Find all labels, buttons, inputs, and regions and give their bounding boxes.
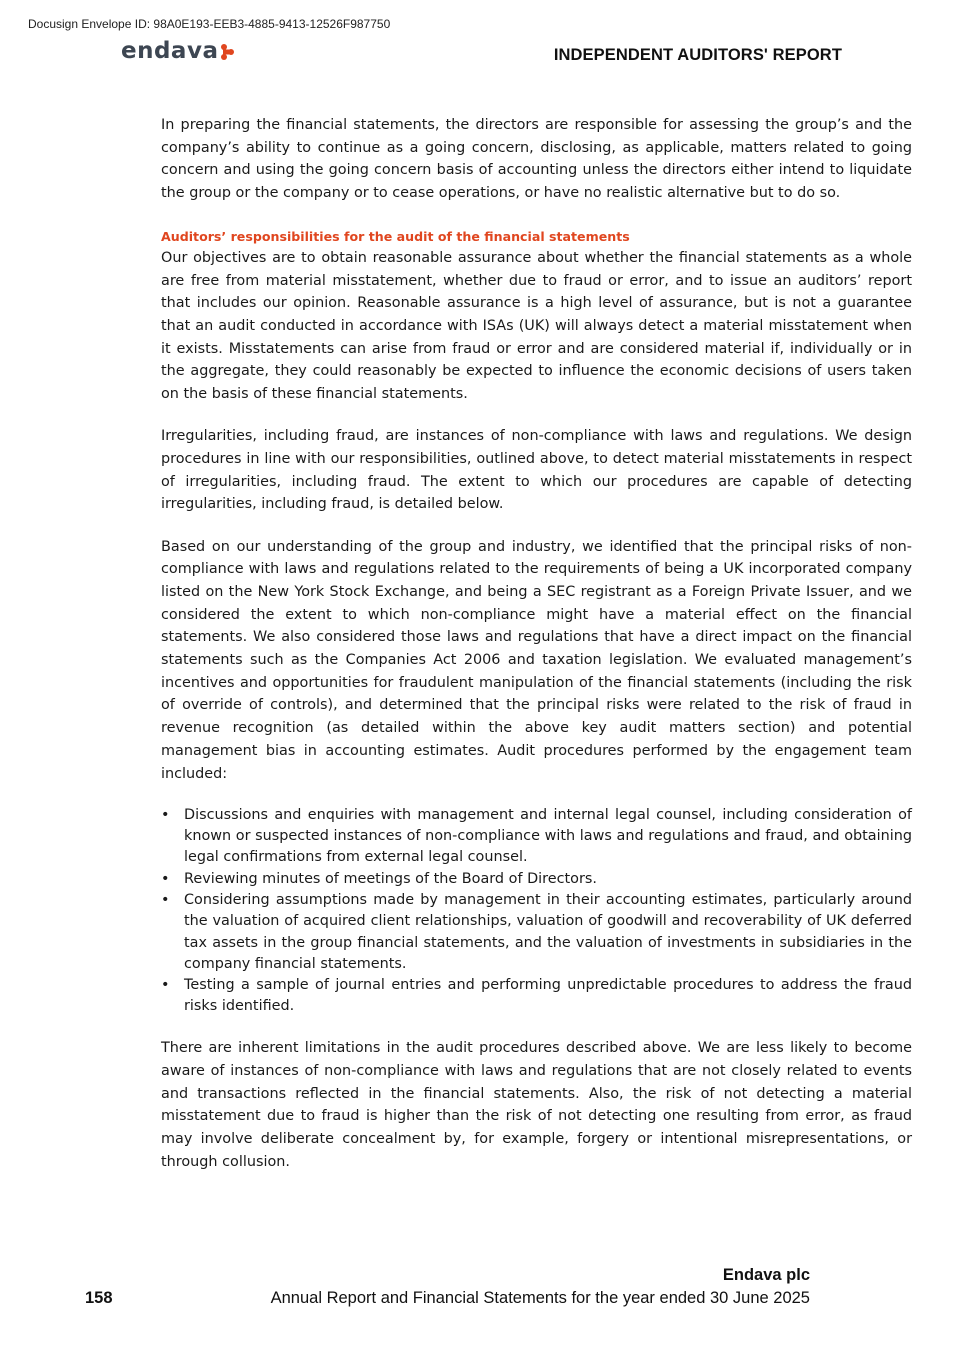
list-item [161, 975, 912, 1018]
list-item-text: Reviewing minutes of meetings of the Board of Directors. [184, 870, 597, 887]
paragraph-objectives: Our objectives are to obtain reasonable assurance about whether the financial statements as a whole are free from material misstatement, whether due to fraud or error, and to issue an auditors’ report that includes our opinion. Reasonable assurance is a high level of assurance, but is not a guarantee that an audit conducted in accordance with ISAs (UK) will always detect a material misstatement when it exists. Misstatements can arise from fraud or error and are considered material if, individually or in the aggregate, they could reasonably be expected to influence the economic decisions of users taken on the basis of these financial statements. [161, 249, 912, 403]
list-item-text: Testing a sample of journal entries and performing unpredictable procedures to address the fraud risks identified. [184, 977, 912, 1015]
page-number: 158 [85, 1289, 113, 1307]
endava-logo [121, 38, 236, 64]
audit-procedures-list [161, 805, 912, 1018]
bullet-icon: • [161, 977, 170, 994]
docusign-envelope-id: Docusign Envelope ID: 98A0E193-EEB3-4885-9413-12526F987750 [28, 17, 391, 31]
list-item [161, 890, 912, 975]
bullet-icon: • [161, 806, 170, 823]
list-item [161, 805, 912, 869]
list-item [161, 869, 912, 890]
list-item-text: Considering assumptions made by management in their accounting estimates, particularly around the valuation of acquired client relationships, valuation of goodwill and recoverability of UK deferred tax assets in the group financial statements, and the valuation of investments in subsidiaries in the company financial statements. [184, 891, 912, 972]
list-item-text: Discussions and enquiries with management and internal legal counsel, including consideration of known or suspected instances of non-compliance with laws and regulations and fraud, and obtaining legal confirmations from external legal counsel. [184, 806, 912, 866]
logo-wordmark: endava [121, 38, 219, 64]
report-body [161, 114, 912, 1173]
bullet-icon: • [161, 870, 170, 887]
section-heading: Auditors’ responsibilities for the audit of the financial statements [161, 228, 630, 244]
bullet-icon: • [161, 891, 170, 908]
closing-paragraph: There are inherent limitations in the audit procedures described above. We are less likely to become aware of instances of non-compliance with laws and regulations that are not closely related to events and transactions reflected in the financial statements. Also, the risk of not detecting a material misstatement due to fraud is higher than the risk of not detecting one resulting from error, as fraud may involve deliberate concealment by, for example, forgery or intentional misrepresentations, or through collusion. [161, 1040, 912, 1170]
footer-report-title: Annual Report and Financial Statements for the year ended 30 June 2025 [270, 1289, 810, 1307]
page-header-title: INDEPENDENT AUDITORS' REPORT [553, 46, 842, 64]
footer-company-name: Endava plc [722, 1266, 810, 1284]
endava-logo-icon [220, 43, 236, 61]
paragraph-risk-understanding: Based on our understanding of the group and industry, we identified that the principal risks of non-compliance with laws and regulations related to the requirements of being a UK incorporated company listed on the New York Stock Exchange, and being a SEC registrant as a Foreign Private Issuer, and we considered the extent to which non-compliance might have a material effect on the financial statements. We also considered those laws and regulations that have a direct impact on the financial statements such as the Companies Act 2006 and taxation legislation. We evaluated management’s incentives and opportunities for fraudulent manipulation of the financial statements (including the risk of override of controls), and determined that the principal risks were related to the risk of fraud in revenue recognition (as detailed within the above key audit matters section) and potential management bias in accounting estimates. Audit procedures performed by the engagement team included: [161, 538, 912, 782]
intro-paragraph: In preparing the financial statements, the directors are responsible for assessing the group’s and the company’s ability to continue as a going concern, disclosing, as applicable, matters related to going concern and using the going concern basis of accounting unless the directors either intend to liquidate the group or the company or to cease operations, or have no realistic alternative but to do so. [161, 117, 912, 202]
paragraph-irregularities: Irregularities, including fraud, are instances of non-compliance with laws and regulations. We design procedures in line with our responsibilities, outlined above, to detect material misstatements in respect of irregularities, including fraud. The extent to which our procedures are capable of detecting irregularities, including fraud, is detailed below. [161, 428, 912, 513]
